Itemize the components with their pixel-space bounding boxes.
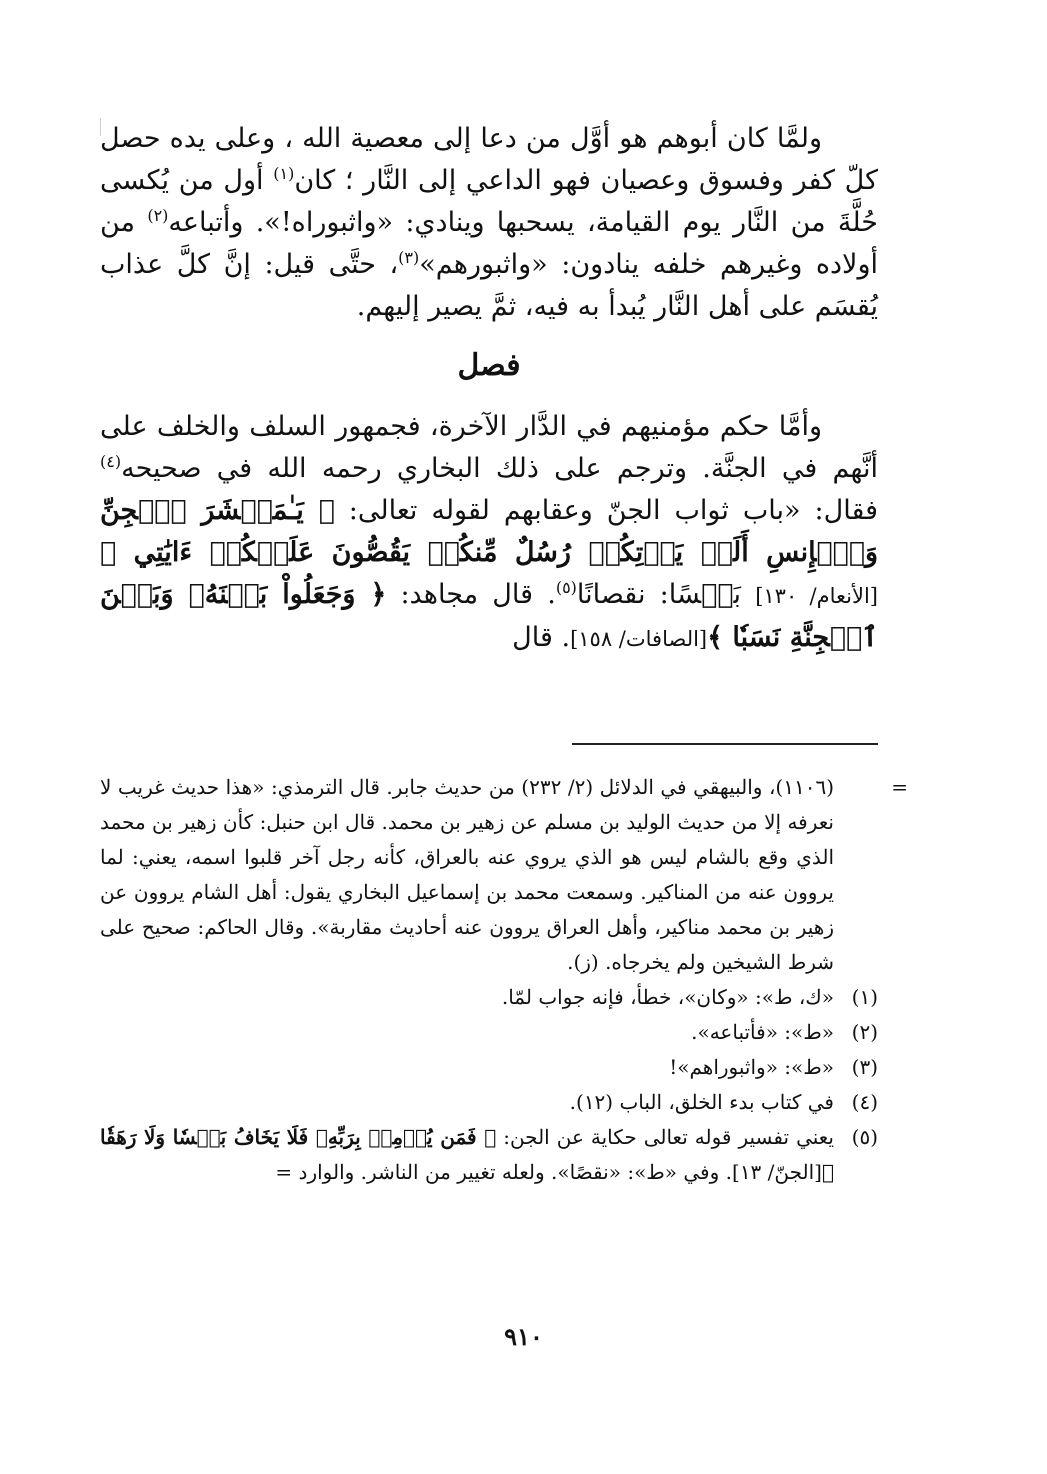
footnote-text: «ط»: «واثبوراهم»! bbox=[669, 1055, 834, 1079]
footnote-text: في كتاب بدء الخلق، الباب (١٢). bbox=[569, 1090, 834, 1114]
footnote-number: (٣) bbox=[851, 1055, 878, 1079]
footnote-1 bbox=[100, 980, 878, 1015]
footnote-number: (١) bbox=[851, 985, 878, 1009]
footnote-4 bbox=[100, 1085, 878, 1120]
footnote-text: يعني تفسير قوله تعالى حكاية عن الجن: ﴿ فَمَن يُؤۡمِنۢ بِرَبِّهِۦ فَلَا يَخَافُ بَخۡسٗا وَلَا رَهَقٗا ﴾[الجنّ/ ١٣]. وفي «ط»: «نقصًا». ولعله تغيير من الناشر. والوارد = bbox=[100, 1125, 835, 1184]
footnote-ref-3[interactable]: (٣) bbox=[398, 248, 420, 267]
footnote-ref-2[interactable]: (٢) bbox=[147, 206, 169, 225]
verse-reference-3: [الجنّ/ ١٣] bbox=[732, 1160, 822, 1184]
paragraph-1: ولمَّا كان أبوهم هو أوَّل من دعا إلى معصية الله ، وعلى يده حصل كلّ كفر وفسوق وعصيان فهو الداعي إلى النَّار ؛ كان$^{(١)}$ أول من يُكسى حُلَّةَ من النَّار يوم القيامة، يسحبها وينادي: «واثبوراه!». وأتباعه$^{(٢)}$ من أولاده وغيرهم خلفه ينادون: «واثبورهم»$^{(٣)}$، حتَّى قيل: إنَّ كلَّ عذاب يُقسَم على أهل النَّار يُبدأ به فيه، ثمَّ يصير إليهم. bbox=[100, 123, 878, 322]
verse-reference-1: [الأنعام/ ١٣٠] bbox=[755, 584, 878, 608]
paragraph-2: وأمَّا حكم مؤمنيهم في الدَّار الآخرة، فجمهور السلف والخلف على أنَّهم في الجنَّة. وترجم على ذلك البخاري رحمه الله في صحيحه$^{(٤)}$ فقال: «باب ثواب الجنّ وعقابهم لقوله تعالى: ﴿ يَـٰمَعۡشَرَ ٱلۡجِنِّ وَٱلۡإِنسِ أَلَمۡ يَأۡتِكُمۡ رُسُلٌ مِّنكُمۡ يَقُصُّونَ عَلَيۡكُمۡ ءَايَٰتِي ﴾[الأنعام/ ١٣٠] بَخۡسًا: نقصانًا$^{(٥)}$. قال مجاهد: ﴿ وَجَعَلُواْ بَيۡنَهُۥ وَبَيۡنَ ٱلۡجِنَّةِ نَسَبٗا ﴾[الصافات/ ١٥٨]. قال bbox=[100, 411, 879, 653]
quran-verse-1: ﴿ يَـٰمَعۡشَرَ ٱلۡجِنِّ وَٱلۡإِنسِ أَلَمۡ يَأۡتِكُمۡ رُسُلٌ مِّنكُمۡ يَقُصُّونَ عَلَيۡكُمۡ ءَايَٰتِي ﴾ bbox=[100, 495, 878, 568]
continuation-mark: = bbox=[891, 775, 908, 799]
footnote-3 bbox=[100, 1050, 878, 1085]
quran-verse-3: ﴿ فَمَن يُؤۡمِنۢ بِرَبِّهِۦ فَلَا يَخَافُ بَخۡسٗا وَلَا رَهَقٗا ﴾ bbox=[100, 1125, 834, 1184]
footnote-text: «ط»: «فأتباعه». bbox=[691, 1020, 834, 1044]
footnote-2 bbox=[100, 1015, 878, 1050]
quran-verse-2: ﴿ وَجَعَلُواْ بَيۡنَهُۥ وَبَيۡنَ ٱلۡجِنَّةِ نَسَبٗا ﴾ bbox=[100, 579, 878, 653]
verse-reference-2: [الصافات/ ١٥٨] bbox=[570, 627, 708, 651]
footnote-number: (٥) bbox=[851, 1125, 878, 1149]
footnote-number: (٢) bbox=[851, 1020, 878, 1044]
footnote-ref-1[interactable]: (١) bbox=[273, 164, 295, 183]
footnote-5 bbox=[100, 1120, 878, 1190]
footnote-number: (٤) bbox=[851, 1090, 878, 1114]
footnote-text: «ك، ط»: «وكان»، خطأ، فإنه جواب لمّا. bbox=[501, 985, 834, 1009]
footnotes bbox=[100, 770, 908, 1190]
section-heading: فصل bbox=[457, 348, 521, 383]
main-text bbox=[100, 118, 878, 660]
footnote-ref-4[interactable]: (٤) bbox=[100, 452, 122, 471]
page-number: ٩١٠ bbox=[504, 1322, 543, 1351]
footnote-continuation: = (١١٠٦)، والبيهقي في الدلائل (٢/ ٢٣٢) من حديث جابر. قال الترمذي: «هذا حديث غريب لا نعرفه إلا من حديث الوليد بن مسلم عن زهير بن محمد. قال ابن حنبل: كأن زهير بن محمد الذي وقع بالشام ليس هو الذي يروي عنه بالعراق، كأنه رجل آخر قلبوا اسمه، يعني: لما يروون عنه من المناكير. وسمعت محمد بن إسماعيل البخاري يقول: أهل الشام يروون عن زهير بن محمد مناكير، وأهل العراق يروون عنه أحاديث مقاربة». وقال الحاكم: صحيح على شرط الشيخين ولم يخرجاه. (ز). bbox=[100, 770, 878, 980]
footnote-separator bbox=[572, 743, 878, 745]
footnote-ref-5[interactable]: (٥) bbox=[555, 578, 577, 597]
